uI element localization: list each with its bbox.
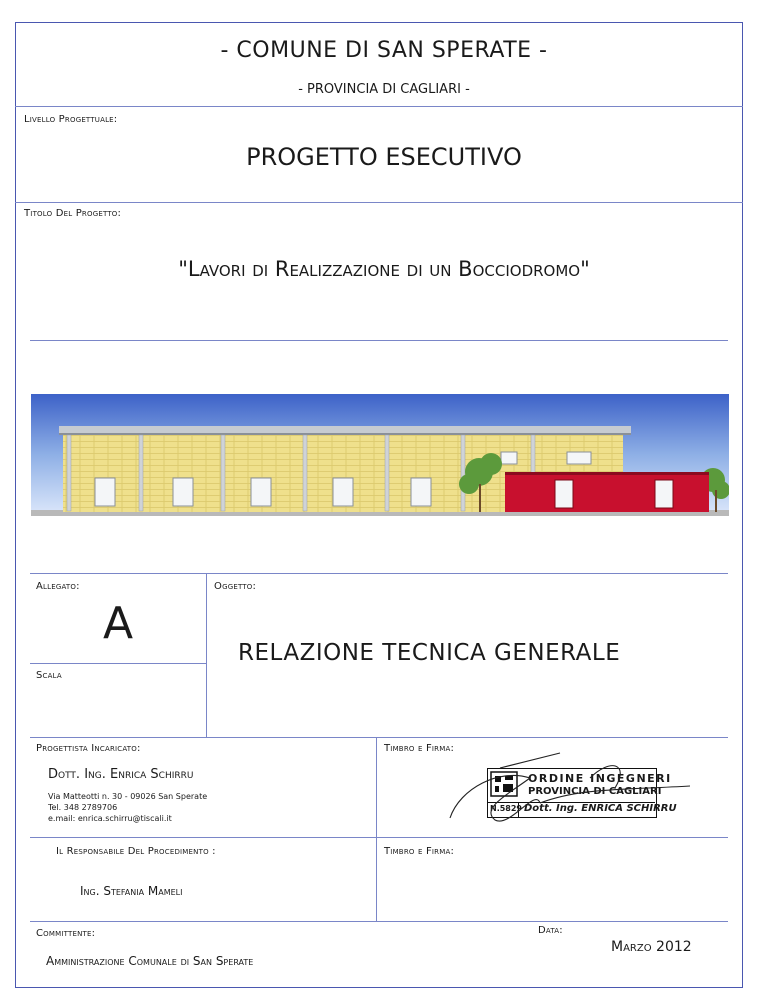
progettista-label: Progettista Incaricato: [36, 743, 141, 754]
divider [15, 202, 743, 203]
stamp-name: Dott. Ing. ENRICA SCHIRRU [524, 803, 677, 814]
divider-vertical [376, 737, 377, 921]
scala-label: Scala [36, 670, 62, 681]
divider [30, 340, 728, 341]
progettista-email: e.mail: enrica.schirru@tiscali.it [48, 814, 172, 823]
progettista-tel: Tel. 348 2789706 [48, 803, 118, 812]
oggetto-value: RELAZIONE TECNICA GENERALE [238, 640, 621, 666]
stamp-line2: PROVINCIA DI CAGLIARI [528, 786, 662, 797]
titolo-label: Titolo Del Progetto: [24, 208, 122, 219]
livello-value: PROGETTO ESECUTIVO [246, 143, 522, 171]
responsabile-label: Il Responsabile Del Procedimento : [56, 846, 216, 857]
signature-image [440, 748, 700, 838]
data-label: Data: [538, 925, 563, 936]
timbro2-label: Timbro e Firma: [384, 846, 455, 857]
provincia-subtitle: - PROVINCIA DI CAGLIARI - [298, 82, 470, 97]
data-value: Marzo 2012 [611, 939, 692, 955]
divider [30, 837, 728, 838]
titolo-value: "Lavori di Realizzazione di un Bocciodromo" [178, 257, 590, 281]
responsabile-name: Ing. Stefania Mameli [80, 884, 183, 898]
divider [15, 106, 743, 107]
building-elevation-image [31, 394, 729, 516]
committente-value: Amministrazione Comunale di San Sperate [46, 954, 254, 968]
divider [30, 921, 728, 922]
progettista-address: Via Matteotti n. 30 - 09026 San Sperate [48, 792, 208, 801]
livello-label: Livello Progettuale: [24, 114, 118, 125]
progettista-name: Dott. Ing. Enrica Schirru [48, 767, 194, 782]
timbro1-label: Timbro e Firma: [384, 743, 455, 754]
divider [30, 573, 728, 574]
stamp-line1: ORDINE INGEGNERI [528, 772, 672, 785]
committente-label: Committente: [36, 928, 96, 939]
divider [30, 737, 728, 738]
divider-vertical [206, 573, 207, 737]
stamp-number: N.5829 [490, 804, 522, 813]
comune-title: - COMUNE DI SAN SPERATE - [220, 38, 548, 63]
allegato-value: A [102, 598, 134, 649]
allegato-label: Allegato: [36, 581, 80, 592]
oggetto-label: Oggetto: [214, 581, 257, 592]
divider [30, 663, 206, 664]
